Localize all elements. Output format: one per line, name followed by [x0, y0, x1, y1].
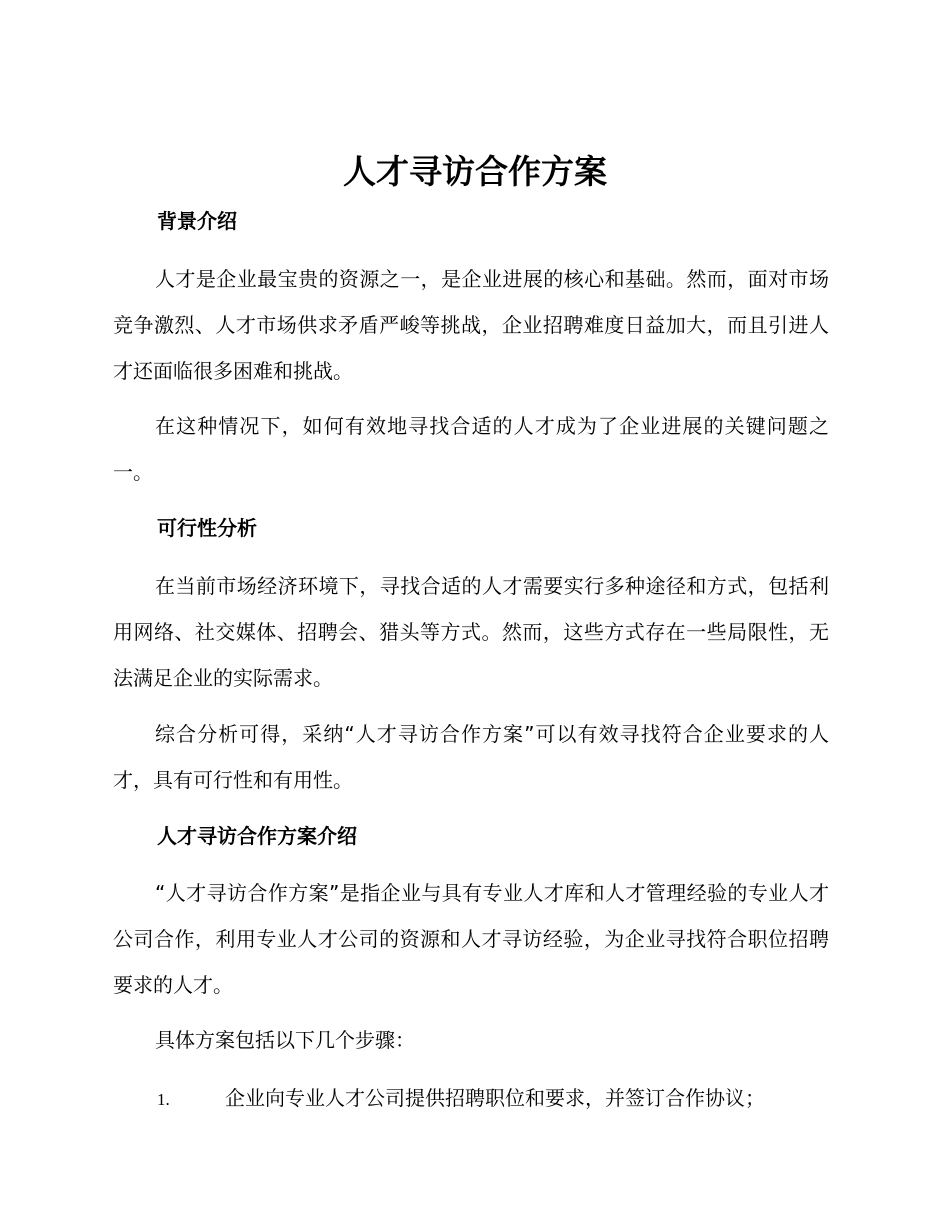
list-item-number: 1.: [157, 1090, 170, 1109]
section-heading-plan-intro: 人才寻访合作方案介绍: [157, 824, 357, 848]
document-title: 人才寻访合作方案: [343, 152, 607, 191]
paragraph: “人才寻访合作方案”是指企业与具有专业人才库和人才管理经验的专业人才公司合作，利用专业人才公司的资源和人才寻访经验，为企业寻找符合职位招聘要求的人才。: [113, 881, 829, 997]
paragraph: 具体方案包括以下几个步骤：: [155, 1028, 415, 1052]
paragraph: 人才是企业最宝贵的资源之一，是企业进展的核心和基础。然而，面对市场竞争激烈、人才市场供求矛盾严峻等挑战，企业招聘难度日益加大，而且引进人才还面临很多困难和挑战。: [113, 267, 829, 383]
section-heading-feasibility: 可行性分析: [157, 516, 257, 540]
list-item-text: 企业向专业人才公司提供招聘职位和要求，并签订合作协议；: [225, 1086, 765, 1110]
paragraph: 在这种情况下，如何有效地寻找合适的人才成为了企业进展的关键问题之一。: [113, 414, 829, 484]
paragraph: 综合分析可得，采纳“人才寻访合作方案”可以有效寻找符合企业要求的人才，具有可行性和有用性。: [113, 722, 829, 792]
section-heading-background: 背景介绍: [157, 209, 237, 233]
paragraph: 在当前市场经济环境下，寻找合适的人才需要实行多种途径和方式，包括利用网络、社交媒体、招聘会、猎头等方式。然而，这些方式存在一些局限性，无法满足企业的实际需求。: [113, 574, 829, 690]
